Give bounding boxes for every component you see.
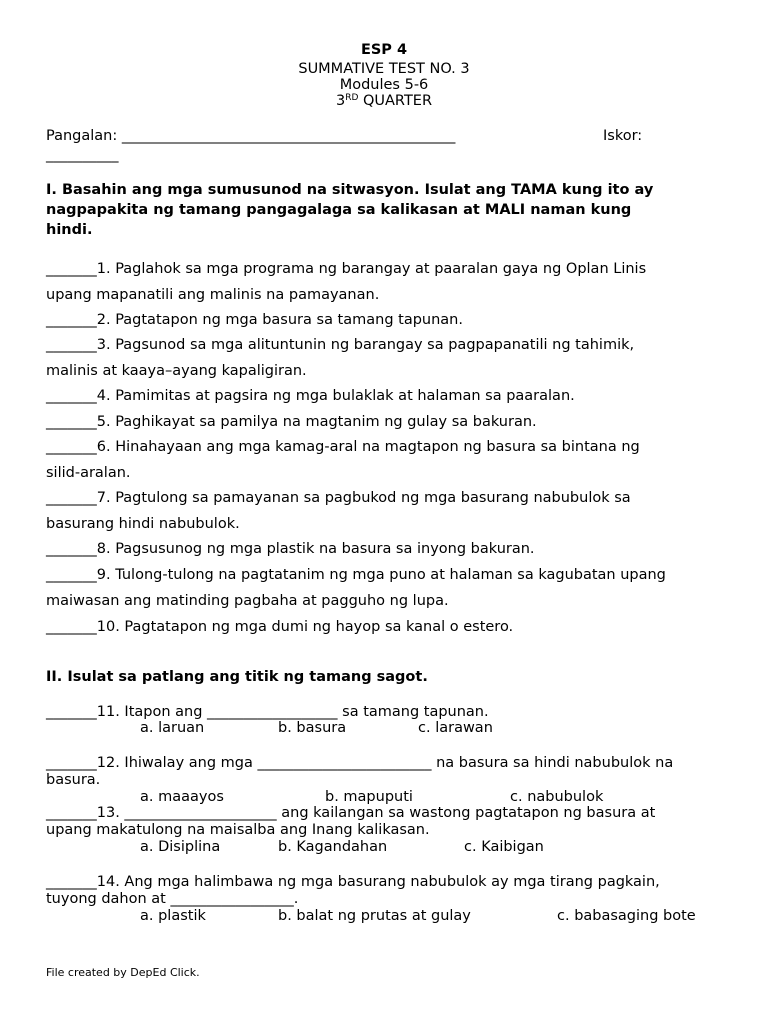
quarter-ordinal: RD: [345, 93, 359, 103]
item-5: _______5. Paghikayat sa pamilya na magtanim ng gulay sa bakuran.: [46, 414, 537, 430]
subject-title: ESP 4: [360, 42, 408, 58]
question-13-stem-line1: _______13. _____________________ ang kailangan sa wastong pagtatapon ng basura at: [46, 805, 656, 821]
part1-instruction-line2: nagpapakita ng tamang pangagalaga sa kalikasan at MALI naman kung: [46, 202, 632, 218]
quarter-label: [0, 93, 768, 109]
question-11-choice-b: b. basura: [278, 720, 347, 736]
quarter-word: QUARTER: [358, 93, 433, 109]
question-13-choice-a: a. Disiplina: [140, 839, 221, 855]
question-12-choice-c: c. nabubulok: [510, 789, 604, 805]
question-14-choice-a: a. plastik: [140, 908, 206, 924]
item-9-line2: maiwasan ang matinding pagbaha at pagguho ng lupa.: [46, 593, 449, 609]
question-13-stem-line2: upang makatulong na maisalba ang Inang kalikasan.: [46, 822, 430, 838]
question-14-choice-c: c. babasaging bote: [557, 908, 696, 924]
score-label: Iskor:: [603, 128, 643, 144]
item-1-line1: _______1. Paglahok sa mga programa ng barangay at paaralan gaya ng Oplan Linis: [46, 261, 647, 277]
score-field[interactable]: __________: [46, 147, 119, 163]
item-1-line2: upang mapanatili ang malinis na pamayanan.: [46, 287, 380, 303]
item-8: _______8. Pagsusunog ng mga plastik na basura sa inyong bakuran.: [46, 541, 535, 557]
question-13-choice-c: c. Kaibigan: [464, 839, 544, 855]
item-4: _______4. Pamimitas at pagsira ng mga bulaklak at halaman sa paaralan.: [46, 388, 575, 404]
question-14-choice-b: b. balat ng prutas at gulay: [278, 908, 471, 924]
question-14-stem-line1: _______14. Ang mga halimbawa ng mga basurang nabubulok ay mga tirang pagkain,: [46, 874, 660, 890]
modules-label: Modules 5-6: [339, 77, 429, 93]
quarter-number: 3: [335, 93, 346, 109]
part1-instruction-line3: hindi.: [46, 222, 93, 238]
question-12-stem-line2: basura.: [46, 772, 101, 788]
item-6-line1: _______6. Hinahayaan ang mga kamag-aral na magtapon ng basura sa bintana ng: [46, 439, 640, 455]
item-6-line2: silid-aralan.: [46, 465, 131, 481]
name-field[interactable]: Pangalan: ______________________________________________: [46, 128, 456, 144]
test-title: SUMMATIVE TEST NO. 3: [298, 61, 470, 77]
item-7-line2: basurang hindi nabubulok.: [46, 516, 240, 532]
item-3-line1: _______3. Pagsunod sa mga alituntunin ng barangay sa pagpapanatili ng tahimik,: [46, 337, 635, 353]
question-12-choice-b: b. mapuputi: [325, 789, 413, 805]
footer-credit: File created by DepEd Click.: [46, 966, 200, 979]
question-13-choice-b: b. Kagandahan: [278, 839, 388, 855]
question-12-choice-a: a. maaayos: [140, 789, 224, 805]
item-3-line2: malinis at kaaya–ayang kapaligiran.: [46, 363, 307, 379]
question-11-choice-a: a. laruan: [140, 720, 205, 736]
item-10: _______10. Pagtatapon ng mga dumi ng hayop sa kanal o estero.: [46, 619, 514, 635]
question-12-stem-line1: _______12. Ihiwalay ang mga ________________________ na basura sa hindi nabubulok na: [46, 755, 674, 771]
item-2: _______2. Pagtatapon ng mga basura sa tamang tapunan.: [46, 312, 463, 328]
part1-instruction-line1: I. Basahin ang mga sumusunod na sitwasyon. Isulat ang TAMA kung ito ay: [46, 182, 654, 198]
item-9-line1: _______9. Tulong-tulong na pagtatanim ng mga puno at halaman sa kagubatan upang: [46, 567, 666, 583]
question-11-choice-c: c. larawan: [418, 720, 493, 736]
question-14-stem-line2: tuyong dahon at _________________.: [46, 891, 299, 907]
question-11-stem: _______11. Itapon ang __________________ sa tamang tapunan.: [46, 704, 489, 720]
part2-instruction: II. Isulat sa patlang ang titik ng tamang sagot.: [46, 669, 428, 685]
item-7-line1: _______7. Pagtulong sa pamayanan sa pagbukod ng mga basurang nabubulok sa: [46, 490, 631, 506]
